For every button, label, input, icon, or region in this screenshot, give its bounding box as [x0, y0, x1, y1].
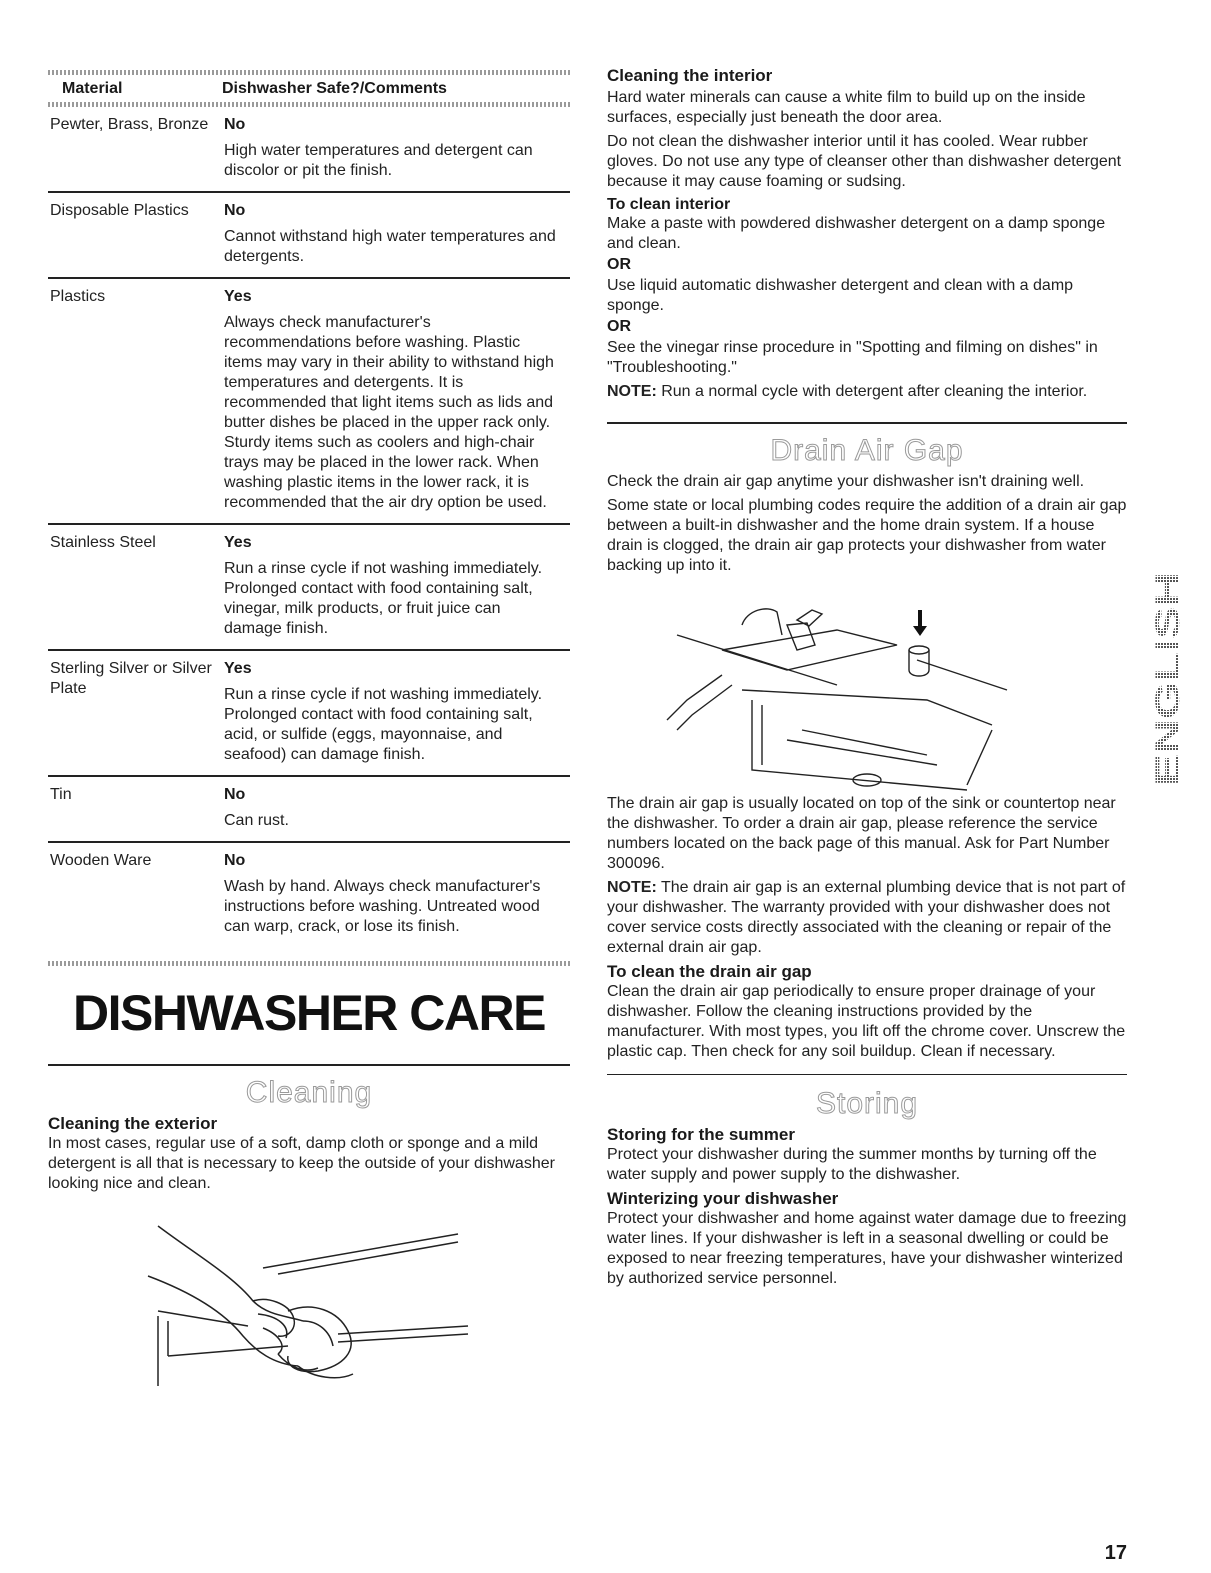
verdict-cell: Yes: [224, 660, 252, 677]
section-divider: [607, 422, 1127, 424]
section-divider: [607, 1074, 1127, 1075]
left-column: [48, 70, 570, 1386]
verdict-cell: No: [224, 786, 246, 803]
comment-cell: Run a rinse cycle if not washing immediately. Prolonged contact with food containing salt, acid, or sulfide (eggs, mayonnaise, and seafood) can damage finish.: [224, 686, 543, 763]
interior-p2: Do not clean the dishwasher interior until it has cooled. Wear rubber gloves. Do not use any type of cleanser other than dishwasher detergent because it may cause foaming or sudsing.: [607, 133, 1122, 190]
wiping-hand-illustration: [138, 1216, 498, 1386]
verdict-cell: No: [224, 202, 246, 219]
clean-air-gap-text: Clean the drain air gap periodically to ensure proper drainage of your dishwasher. Follow the cleaning instructions provided by the manufacturer. With most types, you lift off the chrome cover. Unscrew the plastic cap. Then check for any soil buildup. Clean if necessary.: [607, 983, 1126, 1060]
verdict-cell: Yes: [224, 288, 252, 305]
verdict-cell: No: [224, 116, 246, 133]
material-cell: Plastics: [50, 288, 106, 305]
comment-cell: Run a rinse cycle if not washing immediately. Prolonged contact with food containing salt, vinegar, milk products, or fruit juice can damage finish.: [224, 560, 543, 637]
note-text: Run a normal cycle with detergent after cleaning the interior.: [656, 383, 1088, 400]
comment-cell: Can rust.: [224, 812, 289, 829]
section-divider: [48, 1064, 570, 1066]
verdict-cell: No: [224, 852, 246, 869]
comment-cell: Wash by hand. Always check manufacturer's instructions before washing. Untreated wood can warp, crack, or lose its finish.: [224, 878, 541, 935]
materials-table: [48, 107, 570, 947]
right-column: [607, 62, 1127, 1289]
table-row: [48, 193, 570, 279]
material-cell: Tin: [50, 786, 72, 803]
exterior-text: In most cases, regular use of a soft, damp cloth or sponge and a mild detergent is all that is necessary to keep the outside of your dishwasher looking nice and clean.: [48, 1135, 555, 1192]
clean-interior-heading: To clean interior: [607, 196, 731, 213]
table-row: [48, 525, 570, 651]
comment-cell: Cannot withstand high water temperatures and detergents.: [224, 228, 556, 265]
material-cell: Pewter, Brass, Bronze: [50, 116, 209, 133]
comment-cell: High water temperatures and detergent can discolor or pit the finish.: [224, 142, 533, 179]
page-number: 17: [1104, 1542, 1127, 1564]
header-material: Material: [62, 80, 123, 97]
material-cell: Stainless Steel: [50, 534, 156, 551]
drain-air-gap-title: Drain Air Gap: [770, 434, 964, 467]
table-header: [48, 75, 570, 102]
table-row: [48, 843, 570, 947]
table-row: [48, 107, 570, 193]
winter-heading: Winterizing your dishwasher: [607, 1189, 839, 1208]
side-tab-label: ENGLISH: [1149, 634, 1187, 786]
clean-air-gap-heading: To clean the drain air gap: [607, 962, 812, 981]
material-cell: Wooden Ware: [50, 852, 152, 869]
note-label: NOTE:: [607, 383, 657, 400]
verdict-cell: Yes: [224, 534, 252, 551]
or-label: OR: [607, 256, 631, 273]
summer-text: Protect your dishwasher during the summer months by turning off the water supply and power supply to the dishwasher.: [607, 1146, 1097, 1183]
table-row: [48, 279, 570, 525]
or-label: OR: [607, 318, 631, 335]
air-gap-note: [607, 878, 1127, 958]
air-gap-p1: Check the drain air gap anytime your dishwasher isn't draining well.: [607, 473, 1085, 490]
sink-air-gap-illustration: [637, 590, 1057, 790]
air-gap-p2: Some state or local plumbing codes require the addition of a drain air gap between a built-in dishwasher and the home drain system. If a house drain is clogged, the drain air gap protects your dishwasher from water backing up into it.: [607, 497, 1127, 574]
storing-title: Storing: [815, 1087, 919, 1120]
table-row: [48, 651, 570, 777]
interior-step-3: See the vinegar rinse procedure in "Spotting and filming on dishes" in "Troubleshooting.": [607, 339, 1098, 376]
table-row: [48, 777, 570, 843]
dishwasher-care-title: DISHWASHER CARE: [73, 985, 545, 1041]
air-gap-p3: The drain air gap is usually located on top of the sink or countertop near the dishwasher. To order a drain air gap, please reference the service numbers located on the back page of this manual. Ask for Part Number 300096.: [607, 795, 1116, 872]
material-cell: Disposable Plastics: [50, 202, 189, 219]
interior-p1: Hard water minerals can cause a white film to build up on the inside surfaces, especially just beneath the door area.: [607, 89, 1086, 126]
english-side-tab: [1149, 568, 1187, 790]
interior-step-1: Make a paste with powdered dishwasher detergent on a damp sponge and clean.: [607, 215, 1106, 252]
winter-text: Protect your dishwasher and home against water damage due to freezing water lines. If your dishwasher is left in a seasonal dwelling or could be exposed to near freezing temperatures, have your dishwasher winterized by authorized service personnel.: [607, 1210, 1127, 1287]
note-text: The drain air gap is an external plumbing device that is not part of your dishwasher. The warranty provided with your dishwasher does not cover service costs directly associated with the cleaning or repair of the external drain air gap.: [607, 879, 1126, 956]
dotted-divider: [48, 961, 570, 966]
interior-heading: Cleaning the interior: [607, 66, 773, 85]
interior-note: [607, 382, 1127, 402]
summer-heading: Storing for the summer: [607, 1125, 795, 1144]
comment-cell: Always check manufacturer's recommendations before washing. Plastic items may vary in their ability to withstand high temperatures and detergents. It is recommended that light items such as lids and butter dishes be placed in the upper rack only. Sturdy items such as coolers and high-chair trays may be placed in the lower rack. When washing plastic items in the lower rack, it is recommended that the air dry option be used.: [224, 314, 554, 511]
cleaning-title: Cleaning: [245, 1076, 373, 1109]
material-cell: Sterling Silver or Silver Plate: [50, 660, 212, 697]
interior-step-2: Use liquid automatic dishwasher detergent and clean with a damp sponge.: [607, 277, 1074, 314]
exterior-heading: Cleaning the exterior: [48, 1114, 218, 1133]
header-comments: Dishwasher Safe?/Comments: [222, 80, 447, 97]
note-label: NOTE:: [607, 879, 657, 896]
